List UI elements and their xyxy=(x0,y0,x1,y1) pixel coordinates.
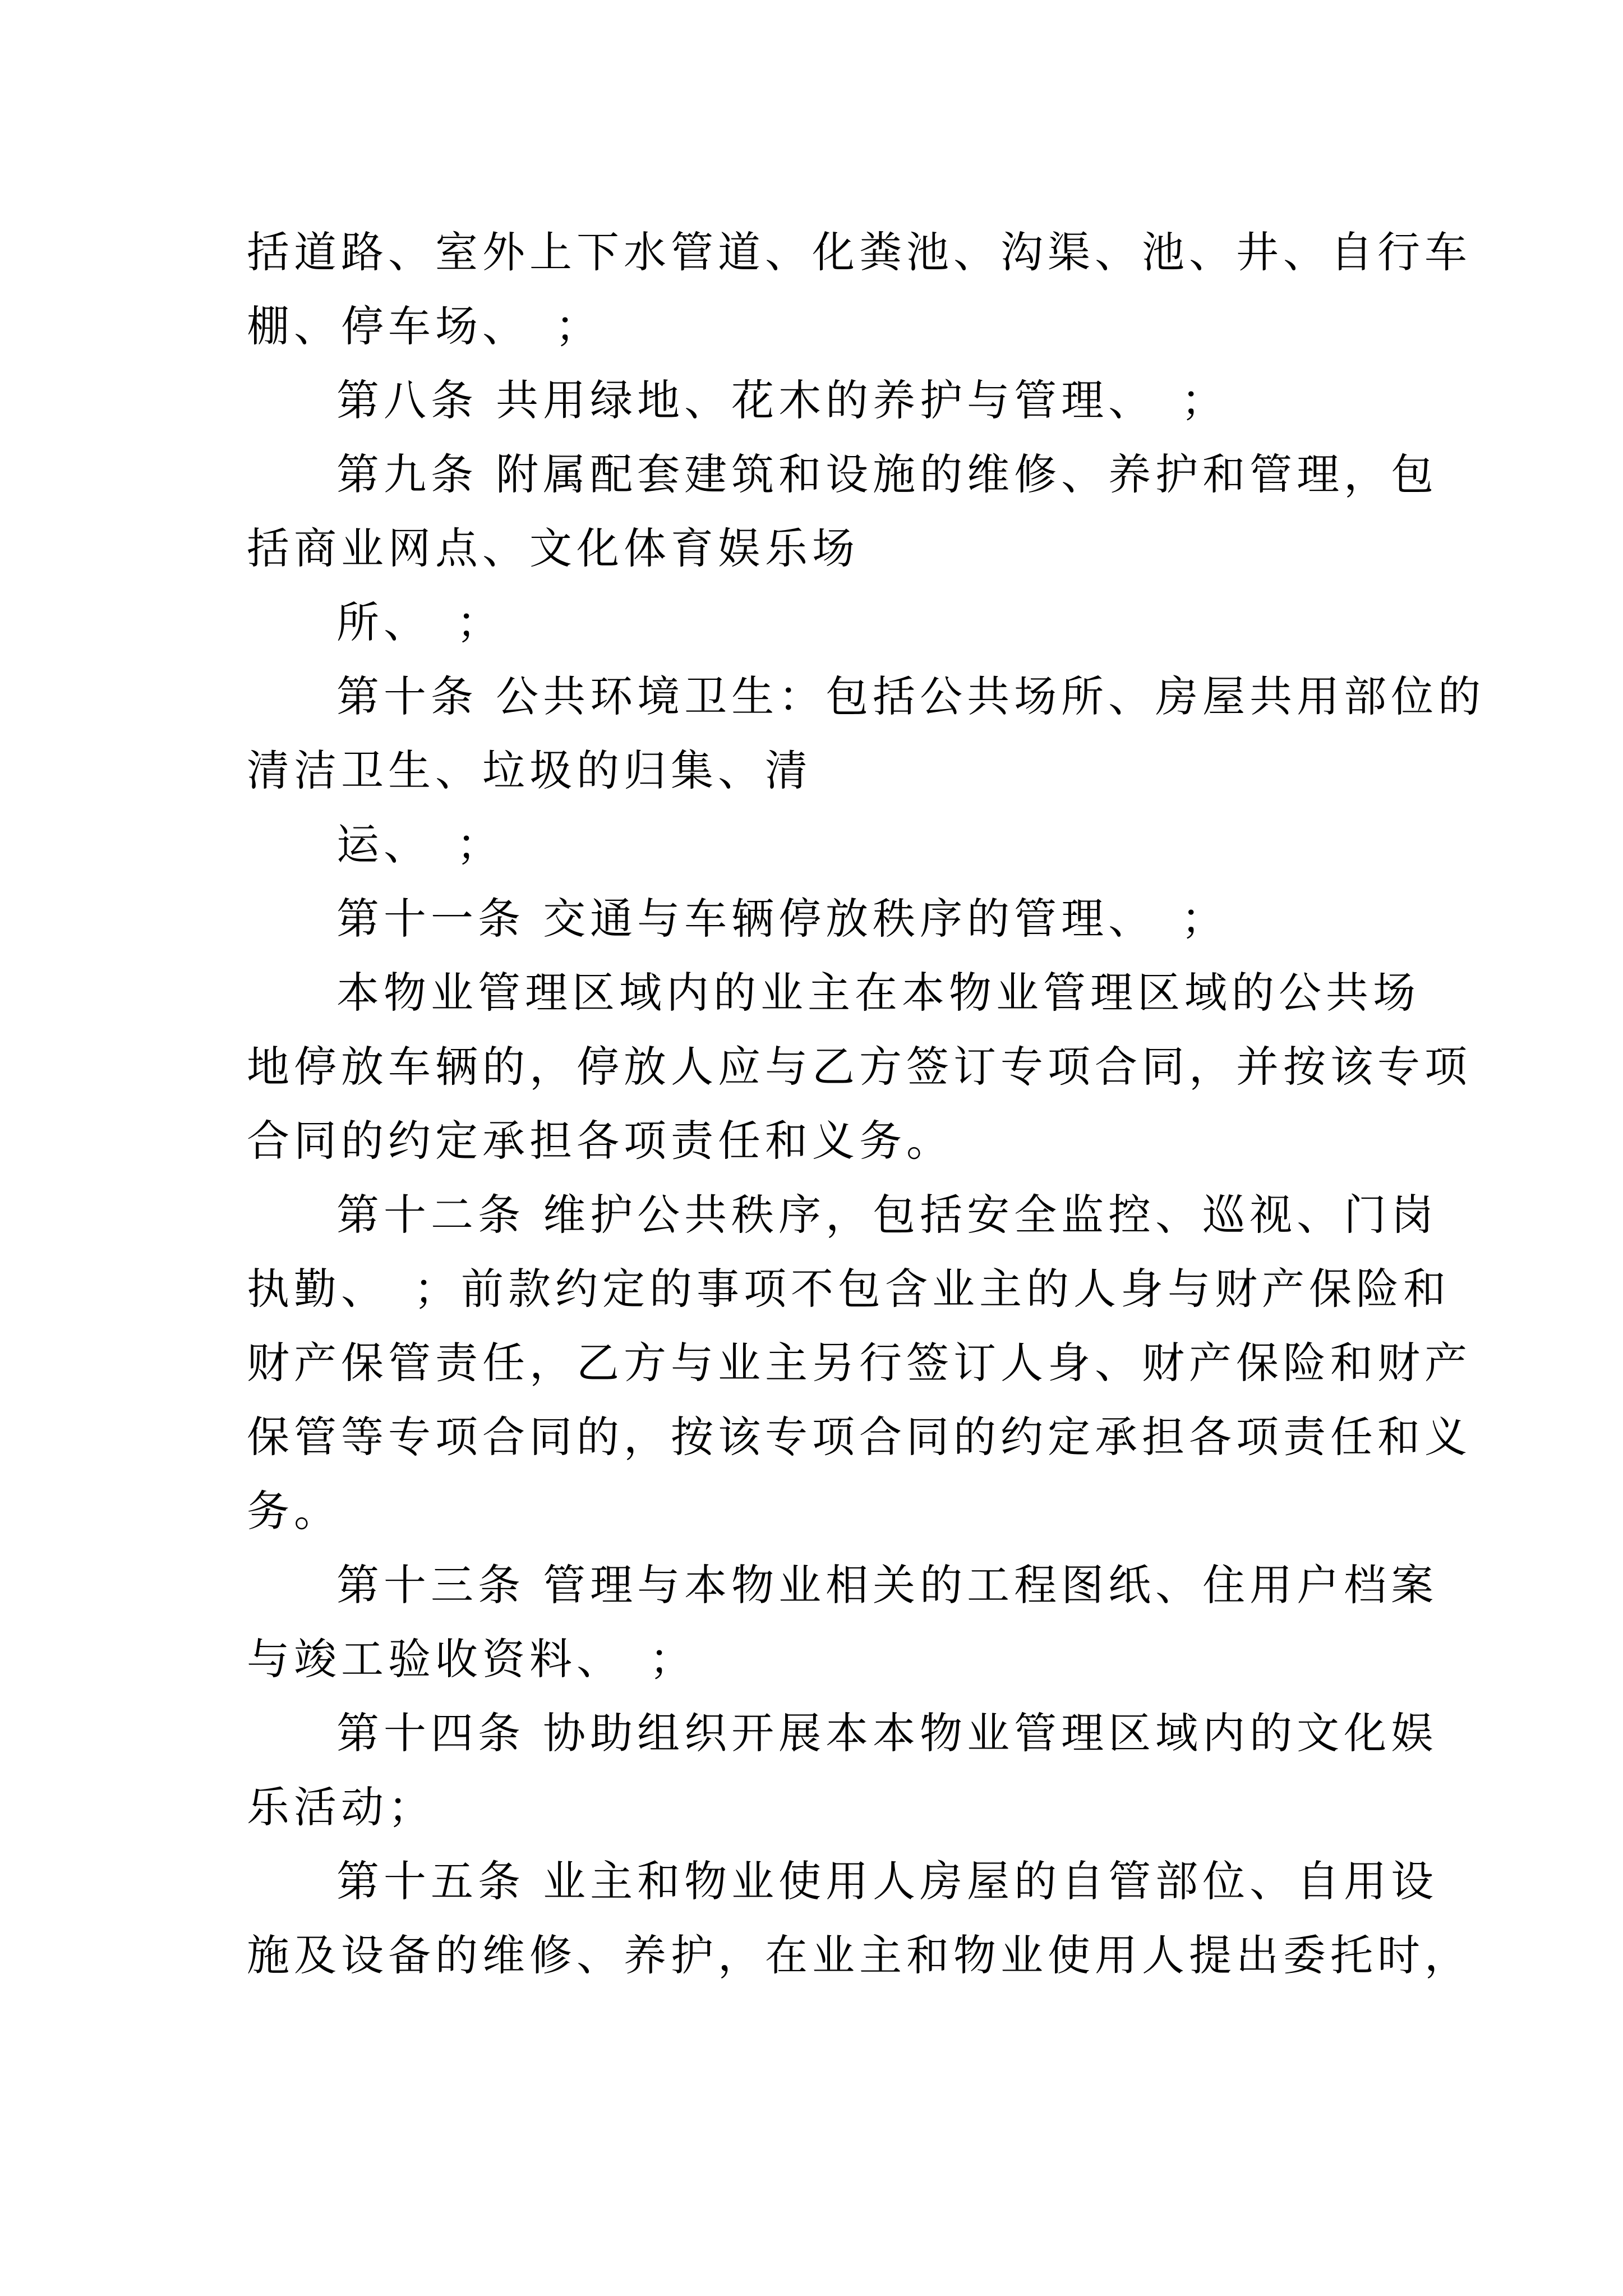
text-line: 财产保管责任，乙方与业主另行签订人身、财产保险和财产 xyxy=(247,1338,1472,1388)
text-line: 执勤、 ；前款约定的事项不包含业主的人身与财产保险和 xyxy=(247,1264,1450,1314)
text-line: 括道路、室外上下水管道、化粪池、沟渠、池、井、自行车 xyxy=(247,227,1472,277)
text-line: 合同的约定承担各项责任和义务。 xyxy=(247,1116,953,1166)
paragraph-parking: 本物业管理区域内的业主在本物业管理区域的公共场 xyxy=(336,968,1420,1018)
article-8: 第八条 共用绿地、花木的养护与管理、 ； xyxy=(336,375,1229,425)
text-line: 地停放车辆的，停放人应与乙方签订专项合同，并按该专项 xyxy=(247,1042,1472,1092)
article-15: 第十五条 业主和物业使用人房屋的自管部位、自用设 xyxy=(336,1856,1438,1906)
text-line: 运、 ； xyxy=(336,820,504,869)
text-line: 乐活动； xyxy=(247,1782,435,1832)
document-body xyxy=(247,215,1486,1993)
article-13: 第十三条 管理与本物业相关的工程图纸、住用户档案 xyxy=(336,1560,1438,1610)
article-12: 第十二条 维护公共秩序，包括安全监控、巡视、门岗 xyxy=(336,1190,1438,1240)
text-line: 棚、停车场、 ； xyxy=(247,301,602,351)
text-line: 括商业网点、文化体育娱乐场 xyxy=(247,523,859,573)
article-10: 第十条 公共环境卫生：包括公共场所、房屋共用部位的 xyxy=(336,671,1486,721)
article-9: 第九条 附属配套建筑和设施的维修、养护和管理，包 xyxy=(336,449,1438,499)
text-line: 保管等专项合同的，按该专项合同的约定承担各项责任和义 xyxy=(247,1412,1472,1462)
text-line: 清洁卫生、垃圾的归集、清 xyxy=(247,746,812,795)
text-line: 所、 ； xyxy=(336,597,504,647)
article-14: 第十四条 协助组织开展本本物业管理区域内的文化娱 xyxy=(336,1708,1438,1758)
text-line: 施及设备的维修、养护，在业主和物业使用人提出委托时， xyxy=(247,1930,1472,1980)
text-line: 与竣工验收资料、 ； xyxy=(247,1634,697,1684)
article-11: 第十一条 交通与车辆停放秩序的管理、 ； xyxy=(336,894,1229,944)
text-line: 务。 xyxy=(247,1486,341,1536)
